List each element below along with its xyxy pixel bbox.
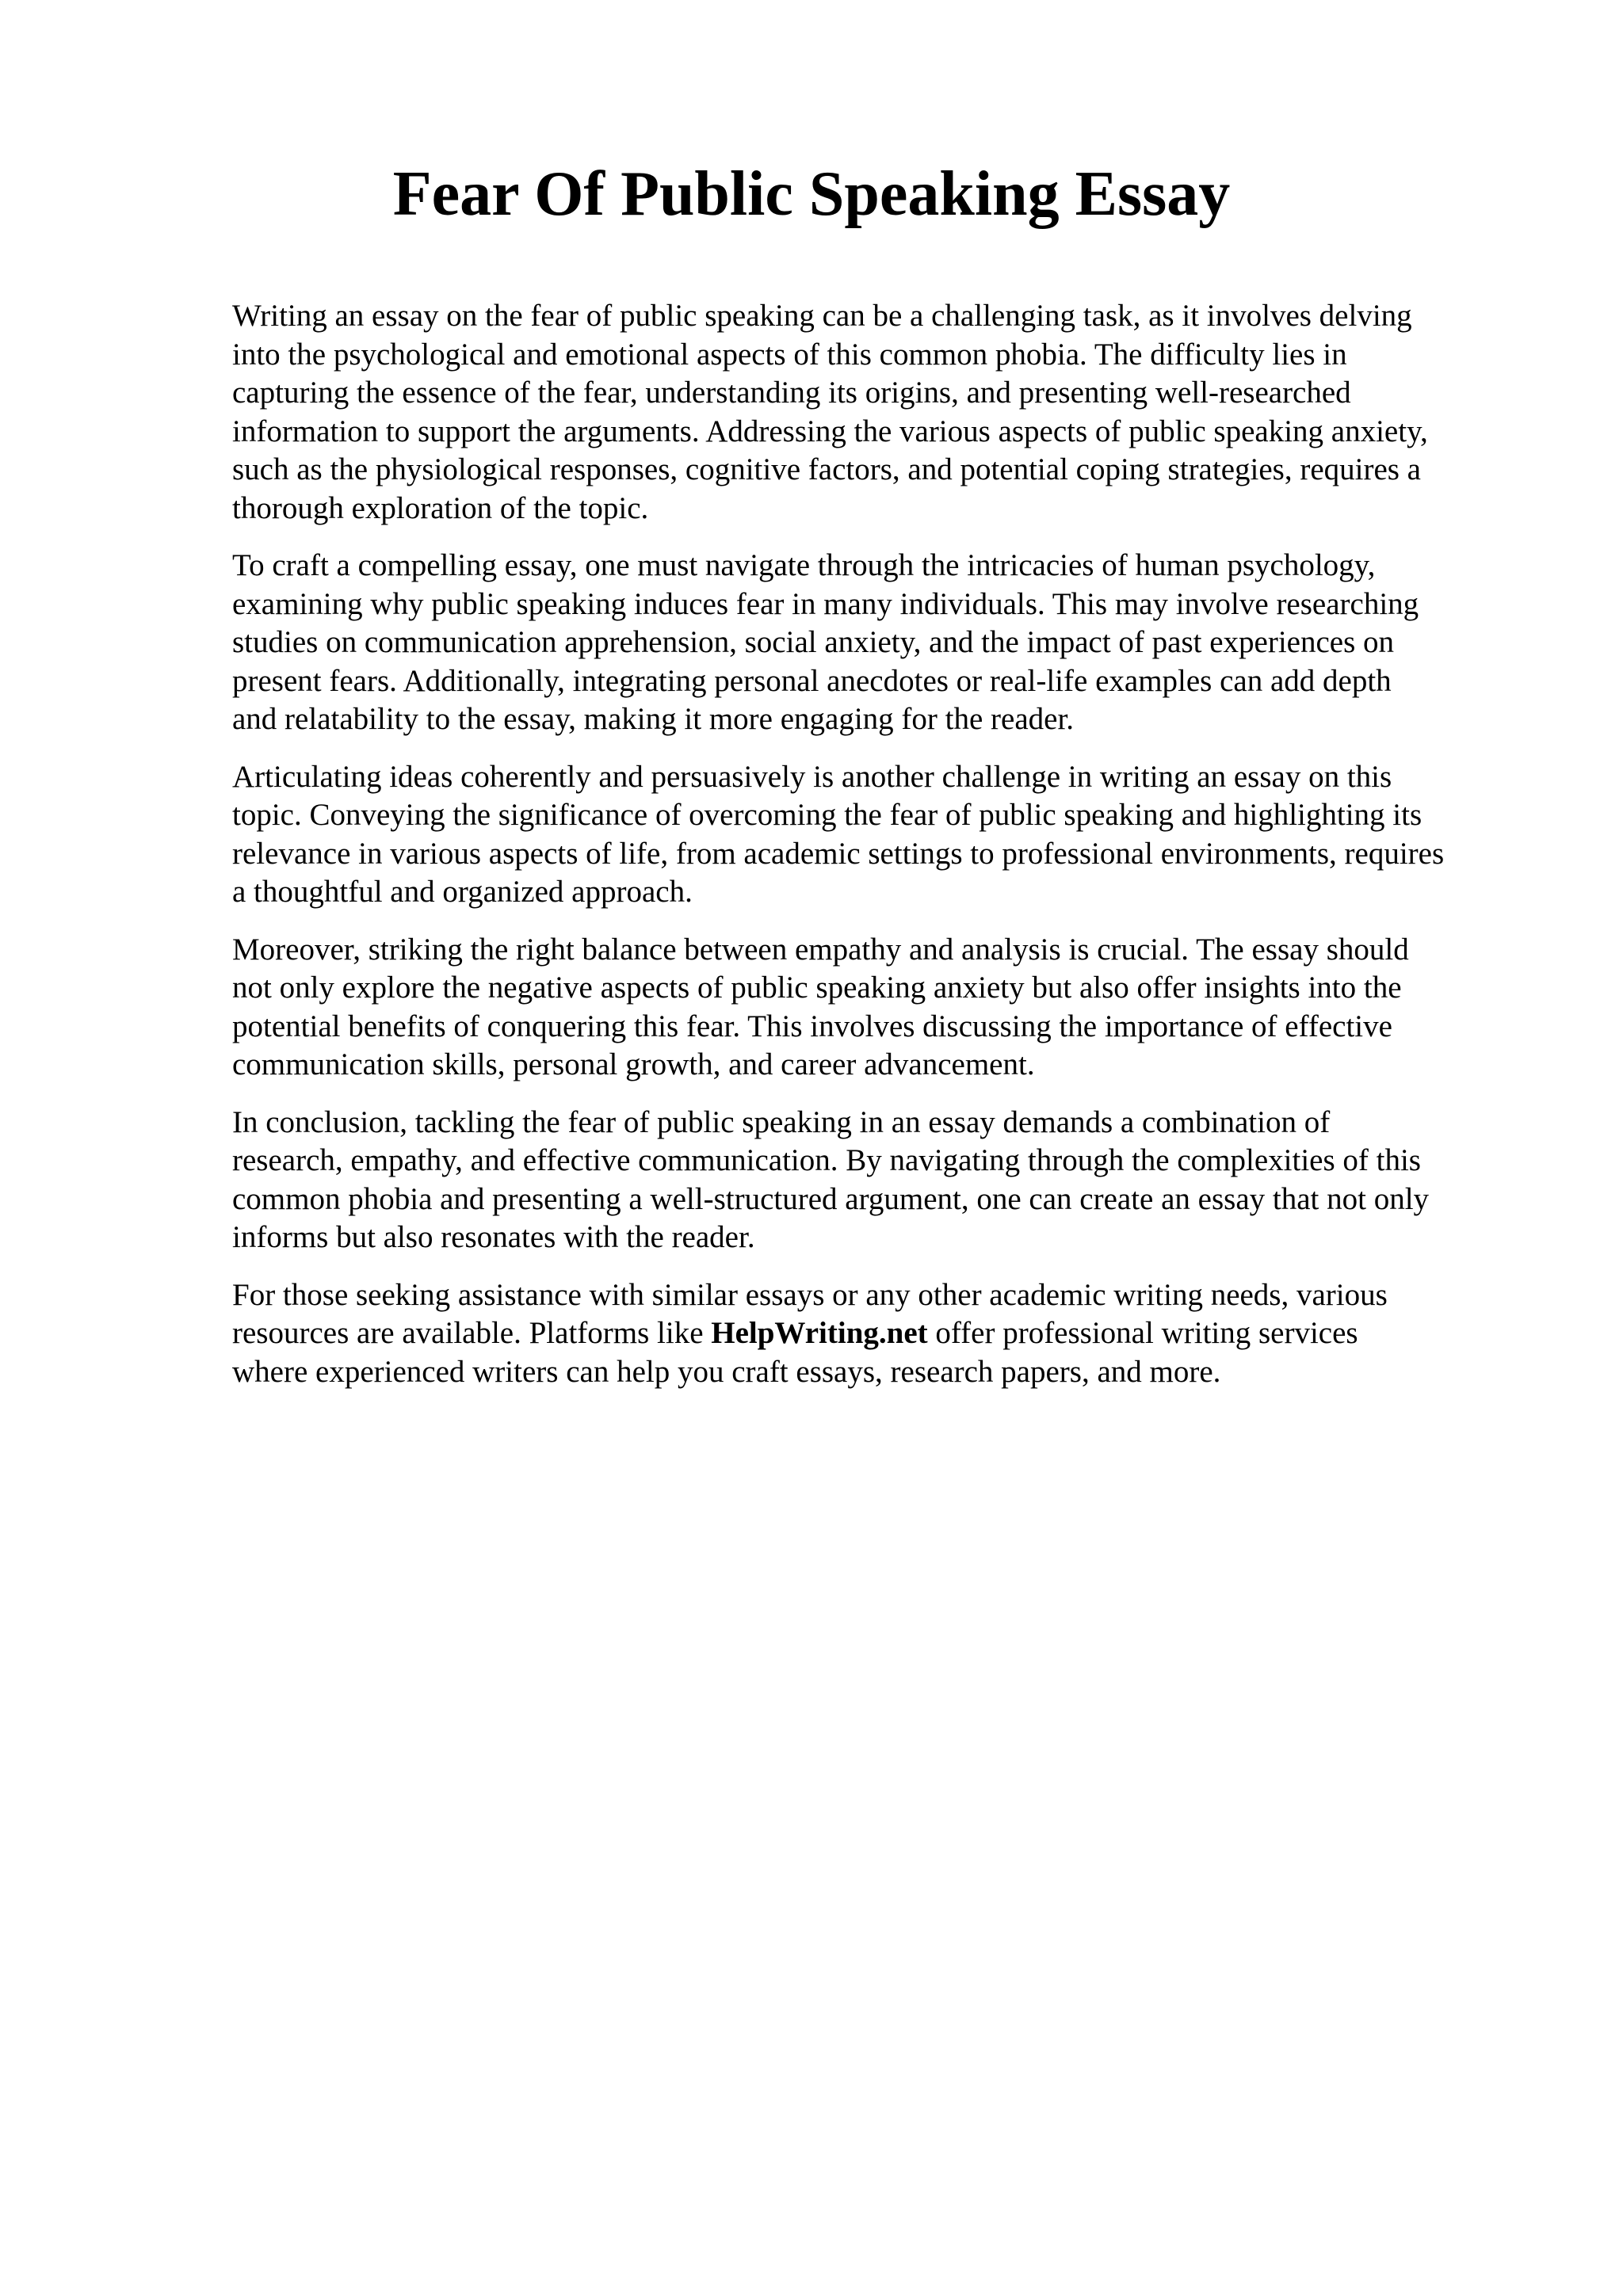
- text-line: informs but also resonates with the reader.: [232, 1220, 755, 1254]
- paragraph-4: [232, 931, 1532, 1085]
- paragraph-1: [232, 297, 1532, 528]
- document-title: Fear Of Public Speaking Essay: [392, 159, 1231, 229]
- text-line-with-brand: [232, 1314, 1532, 1353]
- paragraph-6: [232, 1276, 1532, 1392]
- text-line: To craft a compelling essay, one must navigate through the intricacies of human psychology,: [232, 548, 1376, 582]
- text-line: where experienced writers can help you craft essays, research papers, and more.: [232, 1354, 1221, 1389]
- text-line: research, empathy, and effective communication. By navigating through the complexities of this: [232, 1143, 1421, 1177]
- paragraph-5: [232, 1104, 1532, 1257]
- text-line: studies on communication apprehension, social anxiety, and the impact of past experiences on: [232, 625, 1395, 659]
- text-line: a thoughtful and organized approach.: [232, 875, 693, 909]
- text-line: present fears. Additionally, integrating personal anecdotes or real-life examples can add depth: [232, 663, 1392, 698]
- text-line: examining why public speaking induces fear in many individuals. This may involve researching: [232, 586, 1419, 621]
- text-line: relevance in various aspects of life, from academic settings to professional environments, requires: [232, 836, 1445, 871]
- text-line: Writing an essay on the fear of public speaking can be a challenging task, as it involves delving: [232, 299, 1412, 333]
- text-segment: resources are available. Platforms like: [232, 1316, 712, 1350]
- text-line: In conclusion, tackling the fear of public speaking in an essay demands a combination of: [232, 1104, 1331, 1139]
- paragraph-3: [232, 758, 1532, 912]
- text-line: Articulating ideas coherently and persuasively is another challenge in writing an essay on this: [232, 759, 1392, 794]
- paragraph-2: [232, 547, 1532, 739]
- text-line: thorough exploration of the topic.: [232, 490, 649, 525]
- text-line: information to support the arguments. Addressing the various aspects of public speaking anxiety,: [232, 414, 1428, 448]
- text-line: into the psychological and emotional aspects of this common phobia. The difficulty lies in: [232, 337, 1347, 372]
- document-body: [232, 297, 1532, 1410]
- text-line: such as the physiological responses, cognitive factors, and potential coping strategies, requires a: [232, 452, 1421, 486]
- text-line: potential benefits of conquering this fear. This involves discussing the importance of effective: [232, 1009, 1392, 1043]
- text-line: capturing the essence of the fear, understanding its origins, and presenting well-researched: [232, 376, 1351, 410]
- text-segment: offer professional writing services: [927, 1316, 1358, 1350]
- text-line: topic. Conveying the significance of overcoming the fear of public speaking and highlighting its: [232, 798, 1423, 832]
- text-line: common phobia and presenting a well-structured argument, one can create an essay that not only: [232, 1181, 1430, 1216]
- text-line: not only explore the negative aspects of public speaking anxiety but also offer insights into the: [232, 971, 1402, 1005]
- brand-name: HelpWriting.net: [711, 1316, 928, 1350]
- text-line: communication skills, personal growth, and career advancement.: [232, 1047, 1035, 1081]
- text-line: For those seeking assistance with similar essays or any other academic writing needs, various: [232, 1277, 1388, 1312]
- text-line: Moreover, striking the right balance between empathy and analysis is crucial. The essay should: [232, 932, 1409, 967]
- text-line: and relatability to the essay, making it more engaging for the reader.: [232, 702, 1075, 736]
